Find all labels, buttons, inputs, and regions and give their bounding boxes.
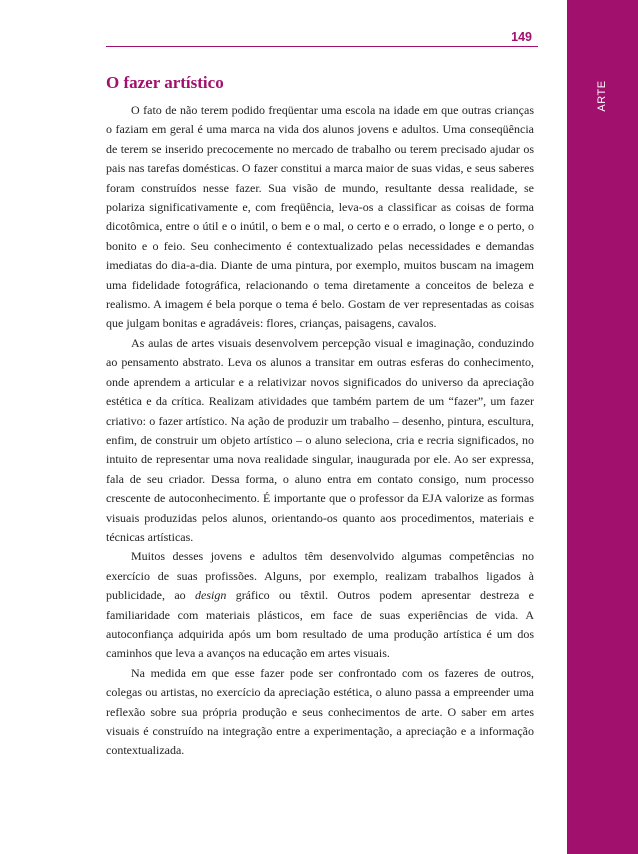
header-divider <box>106 46 538 47</box>
body-text <box>106 101 534 761</box>
paragraph: Muitos desses jovens e adultos têm desenvolvido algumas competências no exercício de suas profissões. Alguns, por exemplo, realizam trabalhos ligados à publicidade, ao design gráfico ou têxtil. Outros podem apresentar destreza e familiaridade com materiais plásticos, em face de suas experiências de vida. A autoconfiança adquirida após um bom resultado de uma produção artística é um dos caminhos que leva a avanços na educação em artes visuais. <box>106 549 534 661</box>
paragraph: As aulas de artes visuais desenvolvem percepção visual e imaginação, conduzindo ao pensamento abstrato. Leva os alunos a transitar em outras esferas do conhecimento, onde aprendem a articular e a relativizar novos significados do universo da apreciação estética e da crítica. Realizam atividades que também partem de um “fazer”, um fazer criativo: o fazer artístico. Na ação de produzir um trabalho – desenho, pintura, escultura, enfim, de construir um objeto artístico – o aluno seleciona, cria e recria significados, no intuito de representar uma nova realidade singular, inaugurada por ele. Ao ser expressa, fala de seu criador. Dessa forma, o aluno entra em contato consigo, num processo crescente de autoconhecimento. É importante que o professor da EJA valorize as formas visuais produzidas pelos alunos, orientando-os quanto aos procedimentos, materiais e técnicas artísticas. <box>106 335 534 544</box>
side-tab-label: ARTE <box>596 80 608 112</box>
page-number: 149 <box>511 30 532 44</box>
side-tab <box>567 0 638 854</box>
paragraph: O fato de não terem podido freqüentar uma escola na idade em que outras crianças o faziam em geral é uma marca na vida dos alunos jovens e adultos. Uma conseqüência de terem se inserido precocemente no mercado de trabalho ou terem precisado ajudar os pais nas tarefas domésticas. O fazer constitui a marca maior de suas vidas, e seus saberes foram construídos nesse fazer. Sua visão de mundo, resultante dessa realidade, se polariza significativamente e, com freqüência, leva-os a classificar as coisas de forma dicotômica, entre o útil e o inútil, o bem e o mal, o certo e o errado, o longe e o perto, o bonito e o feio. Seu conhecimento é contextualizado pelas necessidades e demandas imediatas do dia-a-dia. Diante de uma pintura, por exemplo, muitos buscam na imagem uma fidelidade fotográfica, relacionando o tema diretamente a conceitos de beleza e realismo. A imagem é bela porque o tema é belo. Gostam de ver representadas as coisas que julgam bonitas e agradáveis: flores, crianças, paisagens, cavalos. <box>106 103 534 331</box>
paragraph: Na medida em que esse fazer pode ser confrontado com os fazeres de outros, colegas ou artistas, no exercício da apreciação estética, o aluno passa a empreender uma reflexão sobre sua própria produção e seus conhecimentos de arte. O saber em artes visuais é construído na integração entre a experimentação, a apreciação e a informação contextualizada. <box>106 665 534 758</box>
section-title: O fazer artístico <box>106 73 224 92</box>
